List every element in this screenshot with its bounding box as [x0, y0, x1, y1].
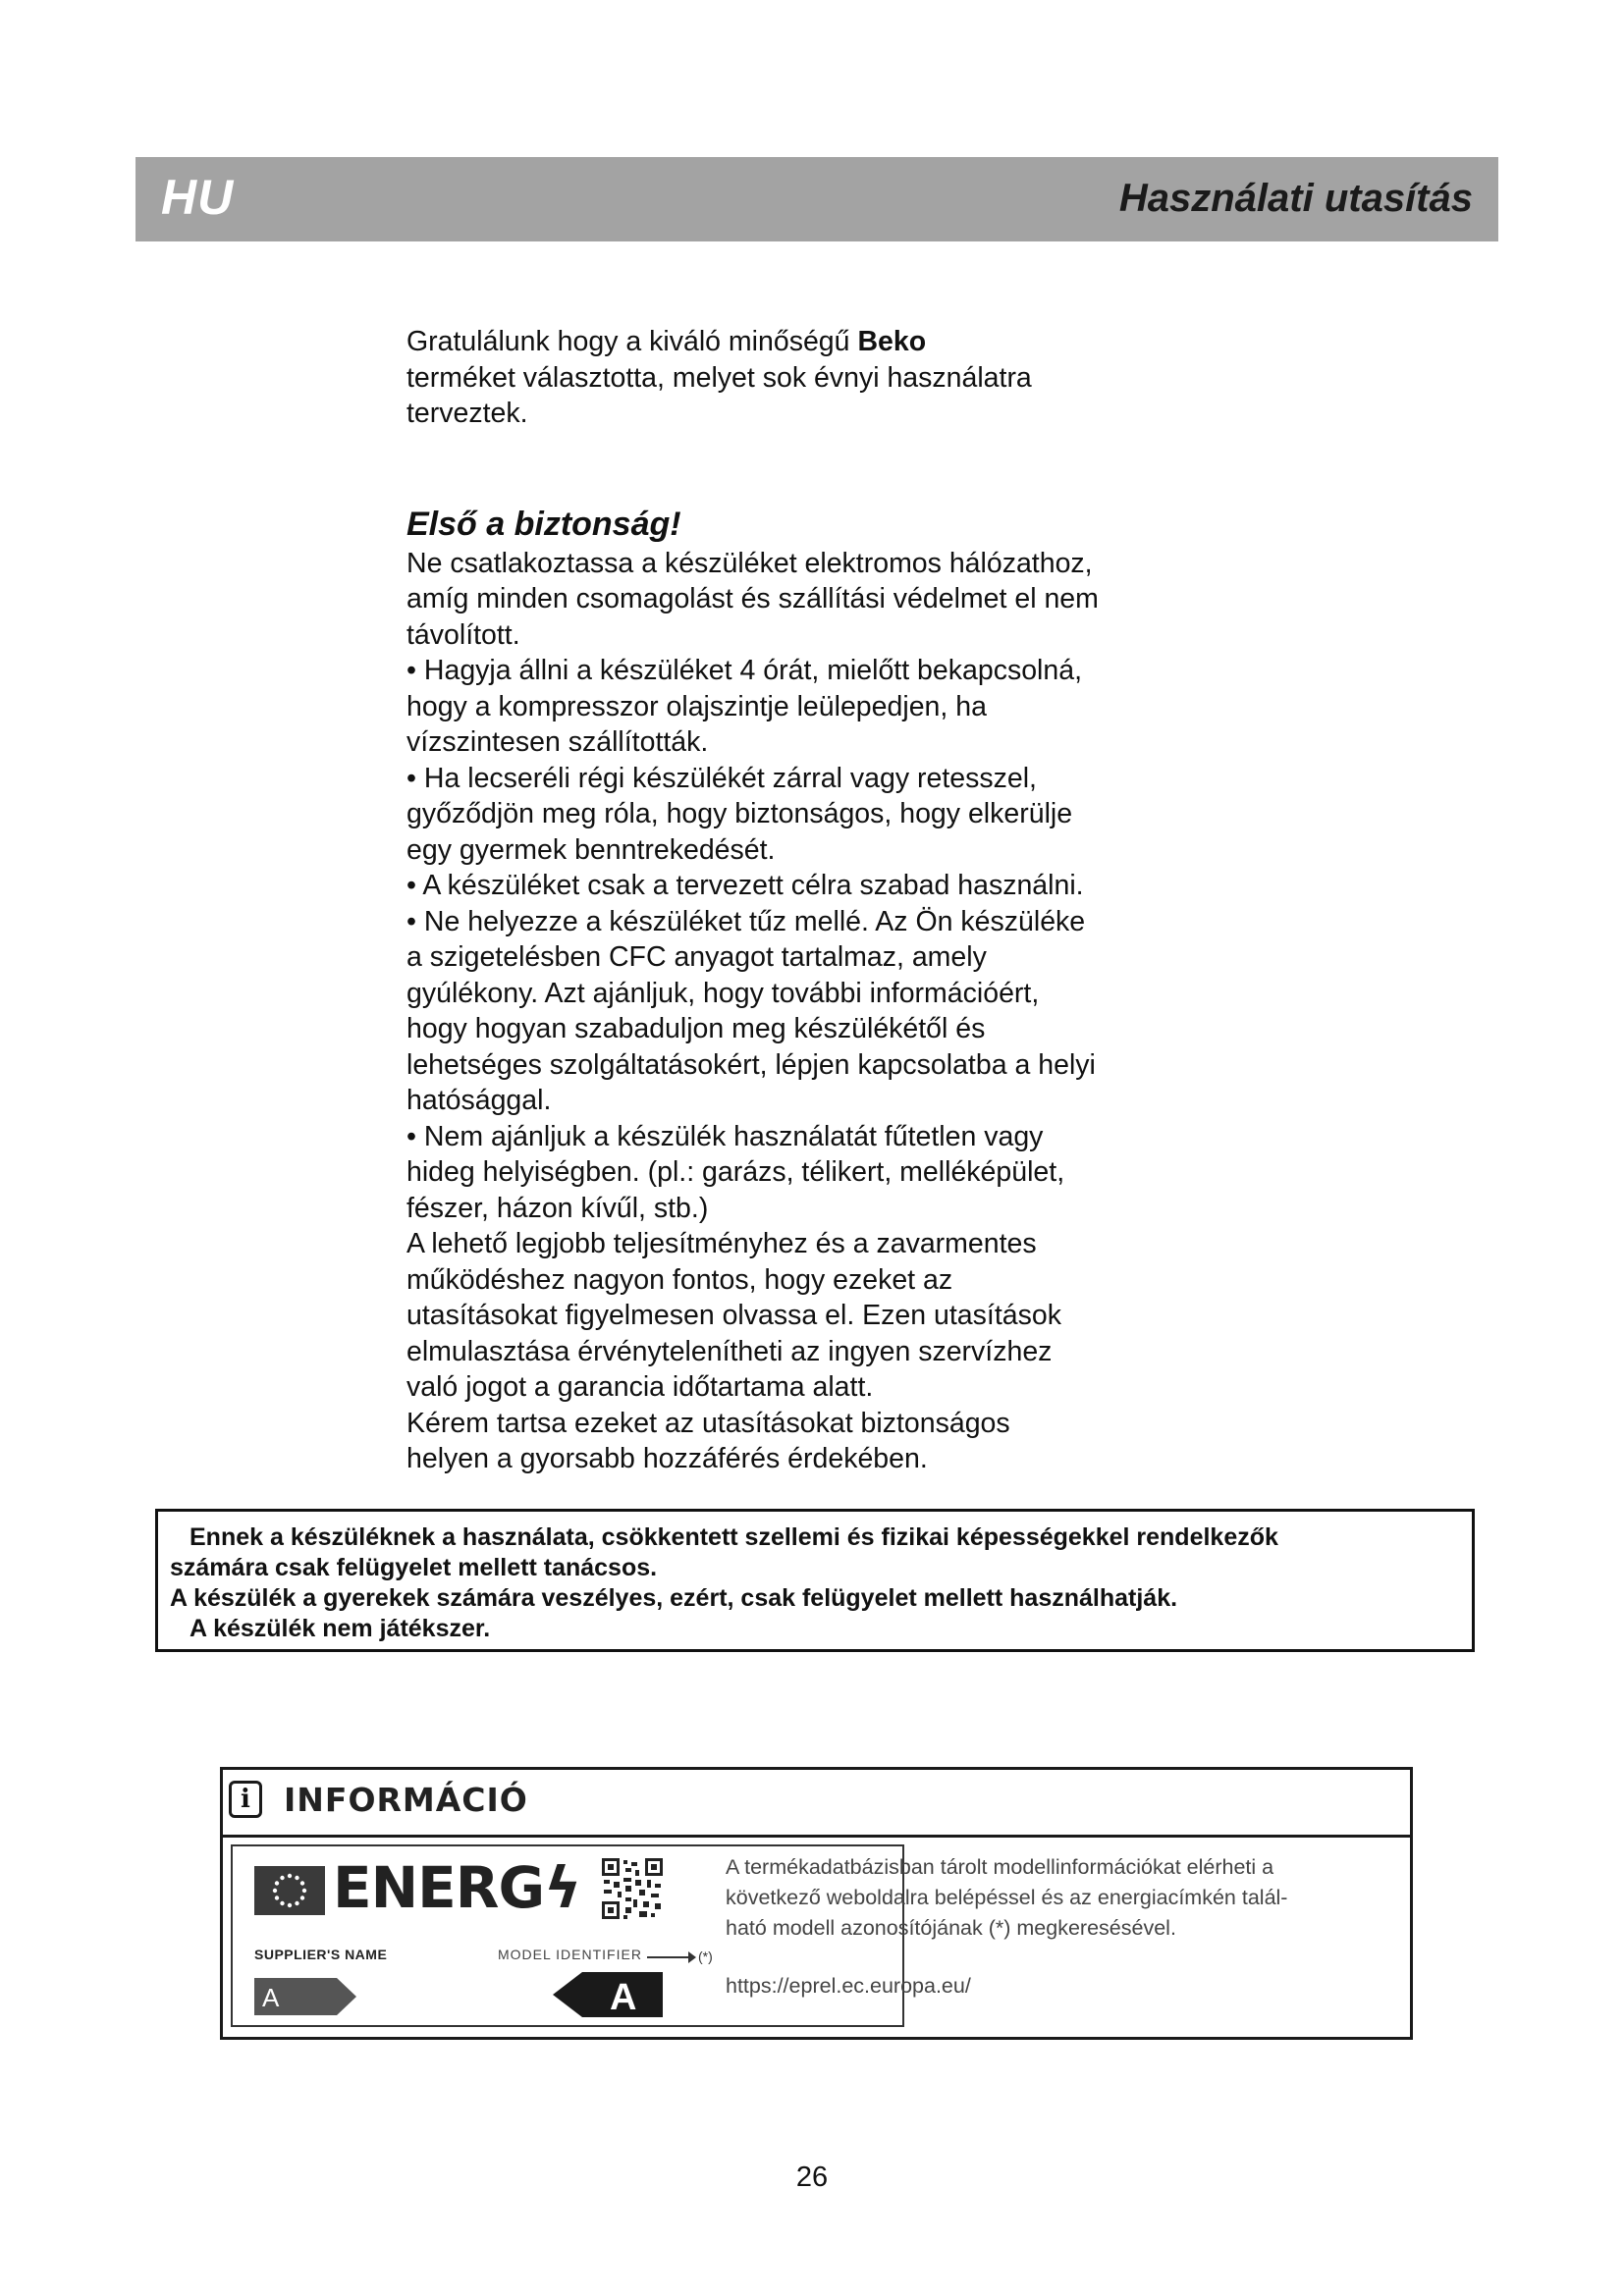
safety-line: lehetséges szolgáltatásokért, lépjen kapcsolatba a helyi	[406, 1048, 1096, 1081]
energy-word: ENERG	[333, 1854, 545, 1921]
main-text	[406, 324, 1231, 1477]
energy-class-scale-letter: A	[262, 1983, 280, 2012]
safety-line: • Hagyja állni a készüléket 4 órát, mielőtt bekapcsolná,	[406, 655, 1083, 686]
info-icon: i	[229, 1781, 262, 1818]
safety-line: távolított.	[406, 618, 520, 651]
page-number: 26	[795, 2162, 829, 2193]
eu-flag-icon	[254, 1866, 325, 1915]
safety-line: amíg minden csomagolást és szállítási védelmet el nem	[406, 583, 1099, 614]
intro-paragraph	[406, 324, 1231, 432]
safety-line: helyen a gyorsabb hozzáférés érdekében.	[406, 1443, 928, 1474]
safety-line: gyúlékony. Azt ajánljuk, hogy további információért,	[406, 977, 1040, 1009]
safety-line: elmulasztása érvénytelenítheti az ingyen szervízhez	[406, 1335, 1053, 1367]
safety-line: utasításokat figyelmesen olvassa el. Ezen utasítások	[406, 1300, 1061, 1331]
safety-line: Kérem tartsa ezeket az utasításokat biztonságos	[406, 1407, 1010, 1439]
safety-line: hogy hogyan szabaduljon meg készülékétől és	[406, 1013, 986, 1044]
info-line: következő weboldalra belépéssel és az energiacímkén talál-	[726, 1886, 1288, 1909]
safety-line: fészer, házon kívűl, stb.)	[406, 1192, 709, 1224]
warning-line-1: Ennek a készüléknek a használata, csökkentett szellemi és fizikai képességekkel rendelkezők	[189, 1523, 1278, 1551]
arrow-right-icon	[647, 1956, 694, 1958]
safety-line: győződjön meg róla, hogy biztonságos, hogy elkerülje	[406, 798, 1073, 829]
info-line: ható modell azonosítójának (*) megkeresésével.	[726, 1916, 1176, 1940]
information-text	[726, 1852, 1393, 1944]
information-title: INFORMÁCIÓ	[284, 1780, 528, 1819]
safety-line: • Nem ajánljuk a készülék használatát fűtetlen vagy	[406, 1120, 1044, 1152]
information-panel	[220, 1767, 1413, 2040]
energy-logo-text	[333, 1856, 580, 1919]
intro-text-2: terméket választotta, melyet sok évnyi használatra	[406, 361, 1032, 394]
divider	[223, 1835, 1410, 1838]
safety-line: • Ne helyezze a készüléket tűz mellé. Az Ön készüléke	[406, 905, 1086, 937]
info-line: A termékadatbázisban tárolt modellinformációkat elérheti a	[726, 1855, 1274, 1879]
asterisk-note: (*)	[698, 1949, 713, 1964]
safety-line: vízszintesen szállították.	[406, 726, 709, 758]
eprel-link[interactable]: https://eprel.ec.europa.eu/	[726, 1974, 971, 1998]
language-code: HU	[161, 170, 235, 225]
warning-line-2: számára csak felügyelet mellett tanácsos.	[170, 1554, 658, 1581]
safety-line: Ne csatlakoztassa a készüléket elektromos hálózathoz,	[406, 547, 1093, 579]
safety-line: hatósággal.	[406, 1085, 552, 1116]
safety-text	[406, 546, 1231, 1477]
safety-line: • A készüléket csak a tervezett célra szabad használni.	[406, 870, 1084, 901]
information-header	[229, 1778, 528, 1821]
intro-text-3: terveztek.	[406, 398, 528, 429]
intro-text-1: Gratulálunk hogy a kiváló minőségű	[406, 326, 858, 357]
energy-class-scale-arrow	[254, 1978, 356, 2015]
warning-line-3: A készülék a gyerekek számára veszélyes, ezért, csak felügyelet mellett használhatják.	[170, 1584, 1178, 1612]
document-title: Használati utasítás	[1118, 177, 1473, 220]
supplier-name-label: SUPPLIER'S NAME	[254, 1947, 388, 1962]
safety-line: hideg helyiségben. (pl.: garázs, télikert, melléképület,	[406, 1156, 1065, 1188]
safety-line: hogy a kompresszor olajszintje leülepedjen, ha	[406, 690, 987, 722]
safety-line: való jogot a garancia időtartama alatt.	[406, 1371, 874, 1403]
brand-name: Beko	[857, 326, 927, 357]
safety-line: A lehető legjobb teljesítményhez és a zavarmentes	[406, 1228, 1037, 1259]
safety-line: a szigetelésben CFC anyagot tartalmaz, amely	[406, 941, 987, 973]
safety-heading: Első a biztonság!	[406, 505, 681, 543]
page-header	[135, 157, 1498, 241]
energy-class-letter: A	[610, 1977, 637, 2017]
warning-line-4: A készülék nem játékszer.	[189, 1615, 491, 1642]
model-identifier-label: MODEL IDENTIFIER	[498, 1947, 642, 1962]
lightning-icon: ϟ	[544, 1854, 581, 1921]
energy-class-arrow	[553, 1972, 663, 2017]
safety-line: működéshez nagyon fontos, hogy ezeket az	[406, 1263, 953, 1296]
safety-line: • Ha lecseréli régi készülékét zárral vagy retesszel,	[406, 762, 1037, 794]
warning-box	[155, 1509, 1475, 1652]
qr-code-icon	[600, 1856, 665, 1921]
safety-line: egy gyermek benntrekedését.	[406, 833, 776, 866]
